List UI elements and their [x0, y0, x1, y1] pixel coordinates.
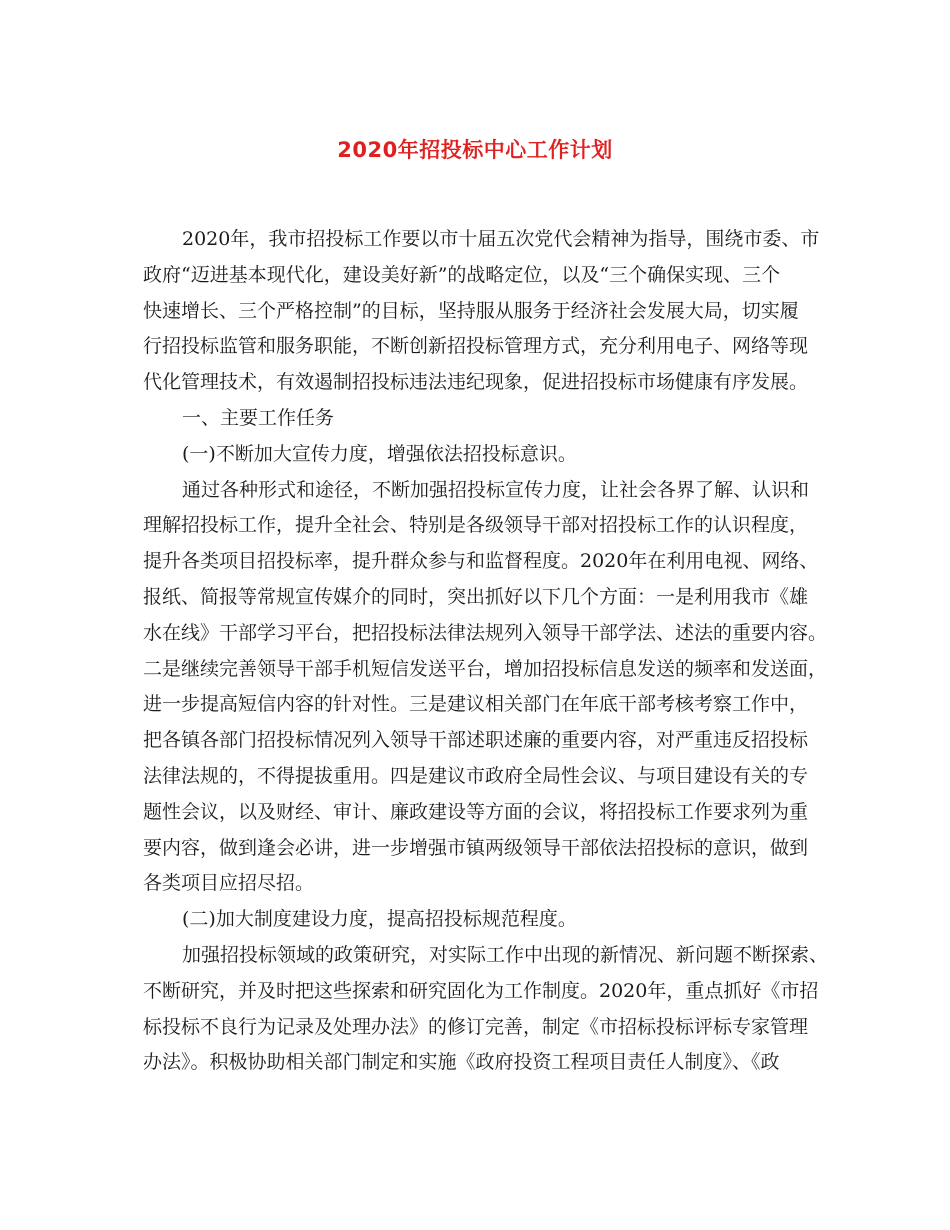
paragraph-line: 二是继续完善领导干部手机短信发送平台，增加招投标信息发送的频率和发送面， — [143, 657, 828, 680]
paragraph-line: 行招投标监管和服务职能，不断创新招投标管理方式，充分利用电子、网络等现 — [143, 335, 809, 358]
paragraph-line: 题性会议，以及财经、审计、廉政建设等方面的会议，将招投标工作要求列为重 — [143, 800, 809, 823]
paragraph-line: 要内容，做到逢会必讲，进一步增强市镇两级领导干部依法招投标的意识，做到 — [143, 836, 809, 859]
paragraph-line: 把各镇各部门招投标情况列入领导干部述职述廉的重要内容，对严重违反招投标 — [143, 729, 809, 752]
document-body — [143, 222, 829, 1081]
paragraph-line: 代化管理技术，有效遏制招投标违法违纪现象，促进招投标市场健康有序发展。 — [143, 371, 809, 394]
paragraph-line: 加强招投标领域的政策研究，对实际工作中出现的新情况、新问题不断探索、 — [182, 943, 829, 966]
paragraph-line: 水在线》干部学习平台，把招投标法律法规列入领导干部学法、述法的重要内容。 — [143, 621, 828, 644]
paragraph-line: 提升各类项目招投标率，提升群众参与和监督程度。2020年在利用电视、网络、 — [143, 550, 819, 573]
paragraph-line: 政府“迈进基本现代化，建设美好新”的战略定位，以及“三个确保实现、三个 — [143, 263, 781, 286]
paragraph-line: 进一步提高短信内容的针对性。三是建议相关部门在年底干部考核考察工作中， — [143, 693, 809, 716]
subsection-heading: (二)加大制度建设力度，提高招投标规范程度。 — [182, 908, 577, 931]
subsection-heading: (一)不断加大宣传力度，增强依法招投标意识。 — [182, 442, 577, 465]
paragraph-line: 理解招投标工作，提升全社会、特别是各级领导干部对招投标工作的认识程度， — [143, 514, 809, 537]
paragraph-line: 不断研究，并及时把这些探索和研究固化为工作制度。2020年，重点抓好《市招 — [143, 979, 819, 1002]
section-heading: 一、主要工作任务 — [182, 406, 335, 429]
paragraph-line: 报纸、简报等常规宣传媒介的同时，突出抓好以下几个方面：一是利用我市《雄 — [143, 585, 809, 608]
paragraph-line: 快速增长、三个严格控制”的目标，坚持服从服务于经济社会发展大局，切实履 — [143, 299, 799, 322]
paragraph-line: 各类项目应招尽招。 — [143, 872, 315, 895]
paragraph-line: 办法》。积极协助相关部门制定和实施《政府投资工程项目责任人制度》、《政 — [143, 1051, 780, 1074]
paragraph-line: 标投标不良行为记录及处理办法》的修订完善，制定《市招标投标评标专家管理 — [143, 1015, 809, 1038]
paragraph-line: 通过各种形式和途径，不断加强招投标宣传力度，让社会各界了解、认识和 — [182, 478, 810, 501]
document-title: 2020年招投标中心工作计划 — [337, 138, 613, 162]
paragraph-line: 法律法规的，不得提拔重用。四是建议市政府全局性会议、与项目建设有关的专 — [143, 764, 809, 787]
paragraph-line: 2020年，我市招投标工作要以市十届五次党代会精神为指导，围绕市委、市 — [182, 228, 820, 250]
